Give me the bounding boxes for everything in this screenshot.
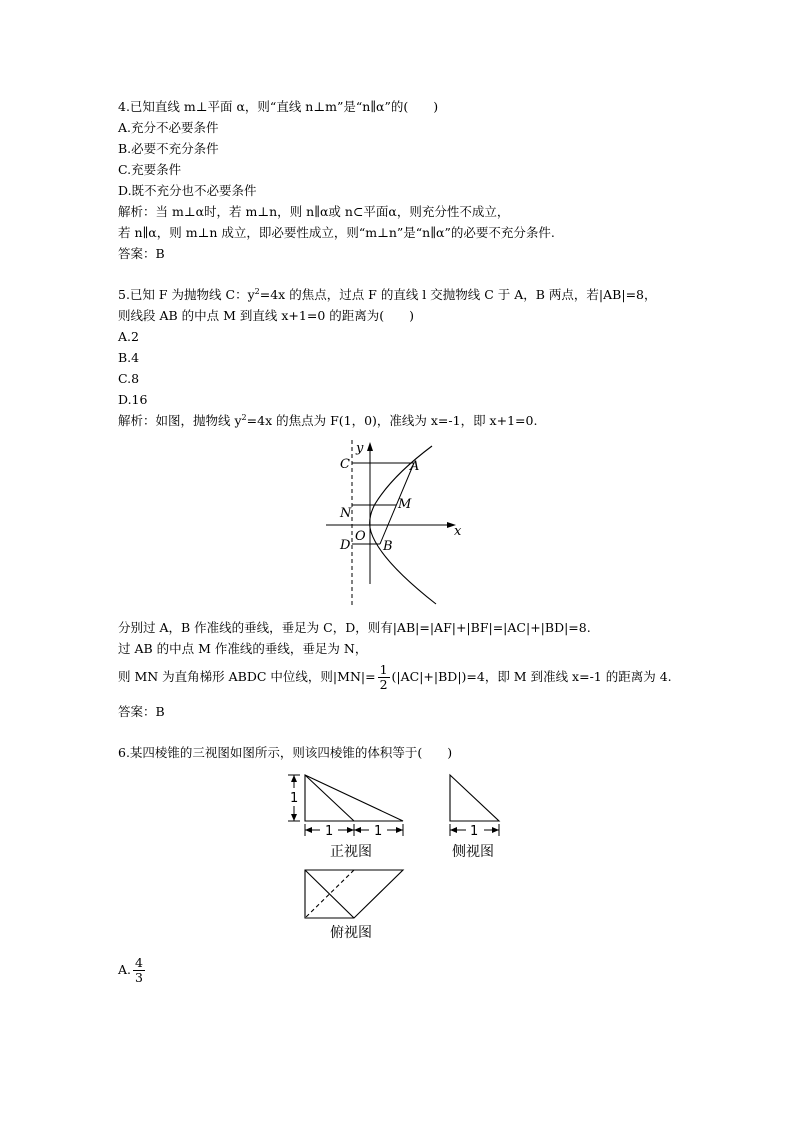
fraction-four-thirds: $\frac{4}{3}$ — [135, 955, 143, 985]
front-view — [305, 775, 403, 821]
parabola-figure — [330, 436, 470, 611]
q5-solution-line-4: 则 MN 为直角梯形 ABDC 中位线，则|MN|= $\frac{1}{2}$ (|AC|+|BD|)=4，即 M 到准线 x=-1 的距离为 4. — [118, 662, 672, 692]
top-view-caption: 俯视图 — [330, 925, 372, 941]
label-x: x — [454, 524, 462, 539]
q5-option-c: C.8 — [118, 371, 140, 386]
dim-arrow-icon — [291, 775, 297, 782]
q5-stem-line-1: 5.已知 F 为抛物线 C：$y^2=4x$ 的焦点，过点 F 的直线 l 交抛物线 C 于 A，B 两点，若|AB|=8， — [118, 287, 657, 302]
dim-width-label: 1 — [374, 824, 383, 839]
dim-height-label: 1 — [290, 791, 299, 806]
dim-arrow-icon — [492, 827, 499, 833]
q6-option-a: A. $\frac{4}{3}$ — [118, 955, 143, 985]
superscript: 2 — [254, 287, 260, 296]
q5-stem-line-2: 则线段 AB 的中点 M 到直线 x+1=0 的距离为( ) — [118, 308, 415, 323]
dim-arrow-icon — [305, 827, 312, 833]
q5-solution-line-1: 解析：如图，抛物线 $y^2=4x$ 的焦点为 F(1，0)，准线为 x=-1，即 x+1=0. — [118, 413, 538, 428]
dim-arrow-icon — [347, 827, 354, 833]
q4-option-b: B.必要不充分条件 — [118, 141, 219, 156]
label-y: y — [356, 441, 364, 456]
side-view — [450, 775, 499, 821]
q5-solution-line-3: 过 AB 的中点 M 作准线的垂线，垂足为 N， — [118, 641, 368, 656]
dim-side-label: 1 — [470, 824, 479, 839]
y-axis-arrow-icon — [367, 442, 373, 451]
q4-option-d: D.既不充分也不必要条件 — [118, 183, 257, 198]
dim-arrow-icon — [291, 814, 297, 821]
three-view-figure — [284, 770, 504, 945]
q5-option-d: D.16 — [118, 392, 148, 407]
q4-solution-line-2: 若 n∥α，则 m⊥n 成立，即必要性成立，则“m⊥n”是“n∥α”的必要不充分条件. — [118, 225, 555, 240]
q6-stem: 6.某四棱锥的三视图如图所示，则该四棱锥的体积等于( ) — [118, 745, 453, 760]
q4-answer: 答案：B — [118, 246, 165, 261]
label-m: M — [398, 497, 412, 512]
q4-solution-line-1: 解析：当 m⊥α时，若 m⊥n，则 n∥α或 n⊂平面α，则充分性不成立， — [118, 204, 510, 219]
label-c: C — [340, 457, 350, 472]
q4-option-a: A.充分不必要条件 — [118, 120, 219, 135]
q5-option-a: A.2 — [118, 329, 139, 344]
superscript: 2 — [241, 413, 247, 422]
label-b: B — [383, 539, 393, 554]
label-a: A — [410, 459, 420, 474]
q4-stem: 4.已知直线 m⊥平面 α，则“直线 n⊥m”是“n∥α”的( ) — [118, 99, 439, 114]
label-d: D — [340, 538, 351, 553]
label-n: N — [340, 506, 352, 521]
top-view — [305, 870, 403, 918]
q5-solution-line-2: 分别过 A，B 作准线的垂线，垂足为 C，D，则有|AB|=|AF|+|BF|=|AC|+|BD|=8. — [118, 620, 591, 635]
q4-option-c: C.充要条件 — [118, 162, 182, 177]
dim-arrow-icon — [396, 827, 403, 833]
fraction-one-half: $\frac{1}{2}$ — [379, 662, 388, 692]
dim-width-label: 1 — [325, 824, 334, 839]
label-o: O — [355, 529, 366, 544]
front-view-caption: 正视图 — [330, 844, 372, 860]
q5-option-b: B.4 — [118, 350, 140, 365]
dim-arrow-icon — [354, 827, 361, 833]
q5-answer: 答案：B — [118, 704, 165, 719]
dim-arrow-icon — [450, 827, 457, 833]
side-view-caption: 侧视图 — [452, 844, 494, 860]
